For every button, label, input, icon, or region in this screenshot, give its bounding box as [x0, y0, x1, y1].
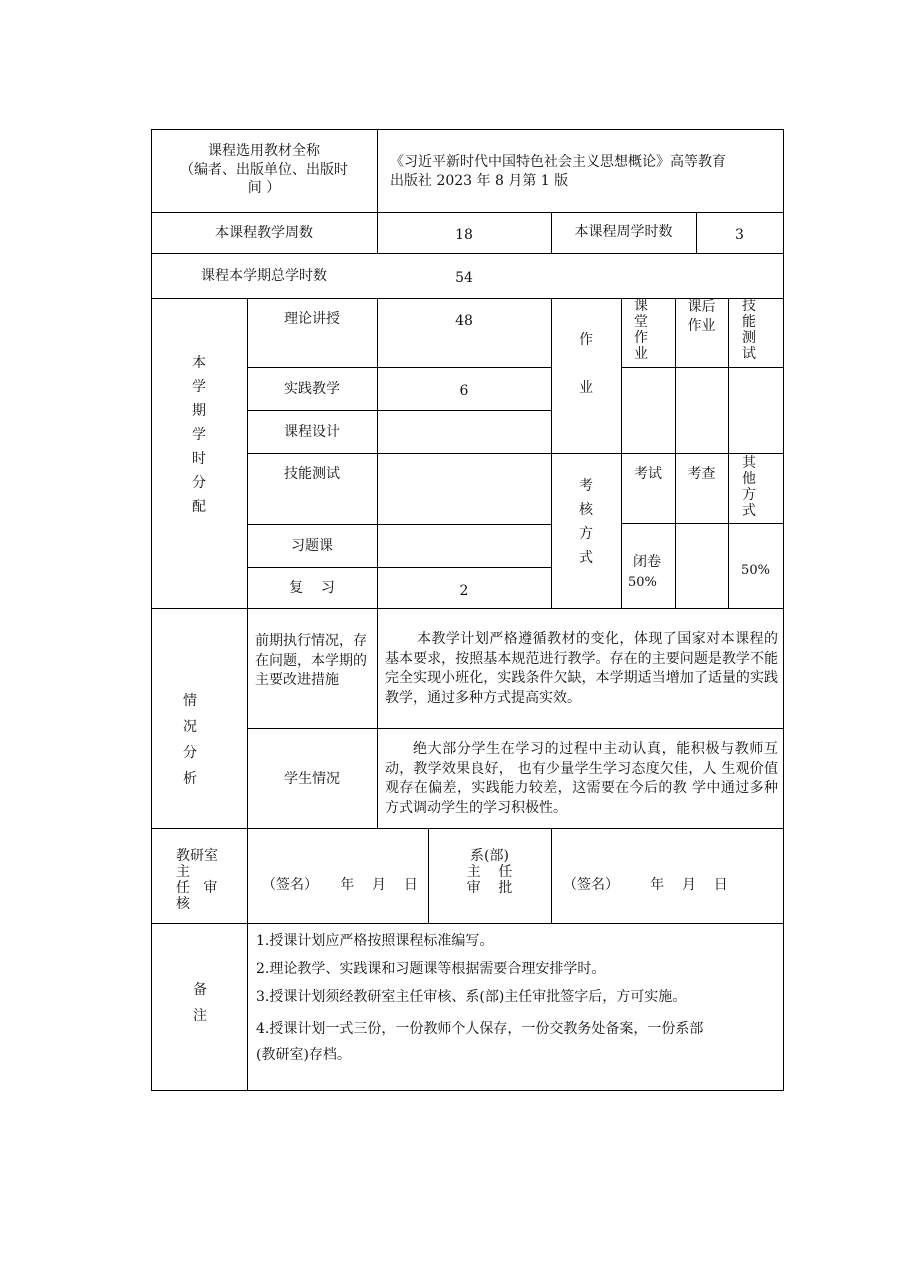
assessment-label: 考 核 方 式	[579, 478, 593, 566]
note-item: 3.授课计划须经教研室主任审核、系(部)主任审批签字后，方可实施。	[256, 989, 687, 1005]
weekly-hours-value: 3	[735, 227, 744, 243]
textbook-title-line1: 《习近平新时代中国特色社会主义思想概论》高等教育	[390, 154, 726, 170]
allocation-row-label: 技能测试	[284, 466, 340, 482]
prior-execution-label: 前期执行情况，存在问题，本学期的主要改进措施	[255, 633, 367, 688]
office-review-label: 教研室 主 任 审 核	[176, 848, 218, 912]
homework-col-skill-test: 技 能 测 试	[742, 298, 756, 362]
textbook-label-line2: （编者、出版单位、出版时	[180, 162, 348, 178]
homework-label: 作 业	[579, 332, 593, 396]
situation-group-label: 情 况 分 析	[183, 693, 197, 787]
teaching-weeks-value: 18	[455, 227, 473, 243]
weekly-hours-label: 本课程周学时数	[574, 224, 673, 240]
assessment-col-exam: 考试	[634, 466, 662, 482]
homework-col-after-class: 课后 作业	[687, 299, 716, 334]
teaching-weeks-label: 本课程教学周数	[215, 225, 313, 241]
allocation-row-label: 复 习	[289, 580, 335, 596]
allocation-row-label: 理论讲授	[284, 311, 340, 327]
allocation-row-value: 48	[455, 313, 473, 329]
textbook-title-line2: 出版社 2023 年 8 月第 1 版	[390, 173, 569, 189]
note-item: 1.授课计划应严格按照课程标准编写。	[256, 933, 494, 949]
prior-execution-text: 本教学计划严格遵循教材的变化，体现了国家对本课程的基本要求，按照基本规范进行教学。存在的主要问题是教学不能完全实现小班化，实践条件欠缺，本学期适当增加了适量的实践教学，通过多种方式提高实效。	[385, 631, 778, 706]
allocation-row-value: 6	[459, 383, 469, 399]
homework-col-classwork: 课 堂 作 业	[634, 298, 648, 362]
note-item: 2.理论教学、实践课和习题课等根据需要合理安排学时。	[256, 961, 606, 977]
office-signature-line: （签名） 年 月 日	[262, 877, 418, 893]
assessment-col-other: 其 他 方 式	[742, 455, 756, 519]
total-hours-label: 课程本学期总学时数	[201, 268, 327, 284]
student-situation-label: 学生情况	[284, 771, 340, 787]
textbook-label-line1: 课程选用教材全称	[208, 143, 320, 159]
textbook-label-line3: 间 ）	[247, 180, 281, 196]
allocation-row-value: 2	[459, 583, 469, 599]
allocation-row-label: 课程设计	[284, 424, 340, 440]
closed-book-label: 闭卷	[633, 554, 661, 570]
other-method-percent: 50%	[741, 563, 770, 578]
assessment-col-check: 考查	[687, 466, 716, 482]
note-item: 4.授课计划一式三份，一份教师个人保存，一份交教务处备案，一份系部	[256, 1021, 704, 1037]
department-approval-label: 系(部) 主 任 审 批	[466, 848, 513, 896]
allocation-row-label: 实践教学	[284, 381, 340, 397]
allocation-group-label: 本 学 期 学 时 分 配	[192, 355, 206, 515]
closed-book-percent: 50%	[628, 575, 657, 590]
notes-label: 备 注	[193, 982, 207, 1024]
note-item: (教研室)存档。	[256, 1047, 351, 1063]
allocation-row-label: 习题课	[291, 538, 333, 554]
total-hours-value: 54	[455, 270, 473, 286]
department-signature-line: （签名） 年 月 日	[563, 877, 728, 893]
student-situation-text: 绝大部分学生在学习的过程中主动认真，能积极与教师互动，教学效果良好， 也有少量学生学习态度欠佳，人 生观价值观存在偏差，实践能力较差，这需要在今后的教 学中通过多种方式调动学生的学习积极性。	[385, 741, 778, 816]
